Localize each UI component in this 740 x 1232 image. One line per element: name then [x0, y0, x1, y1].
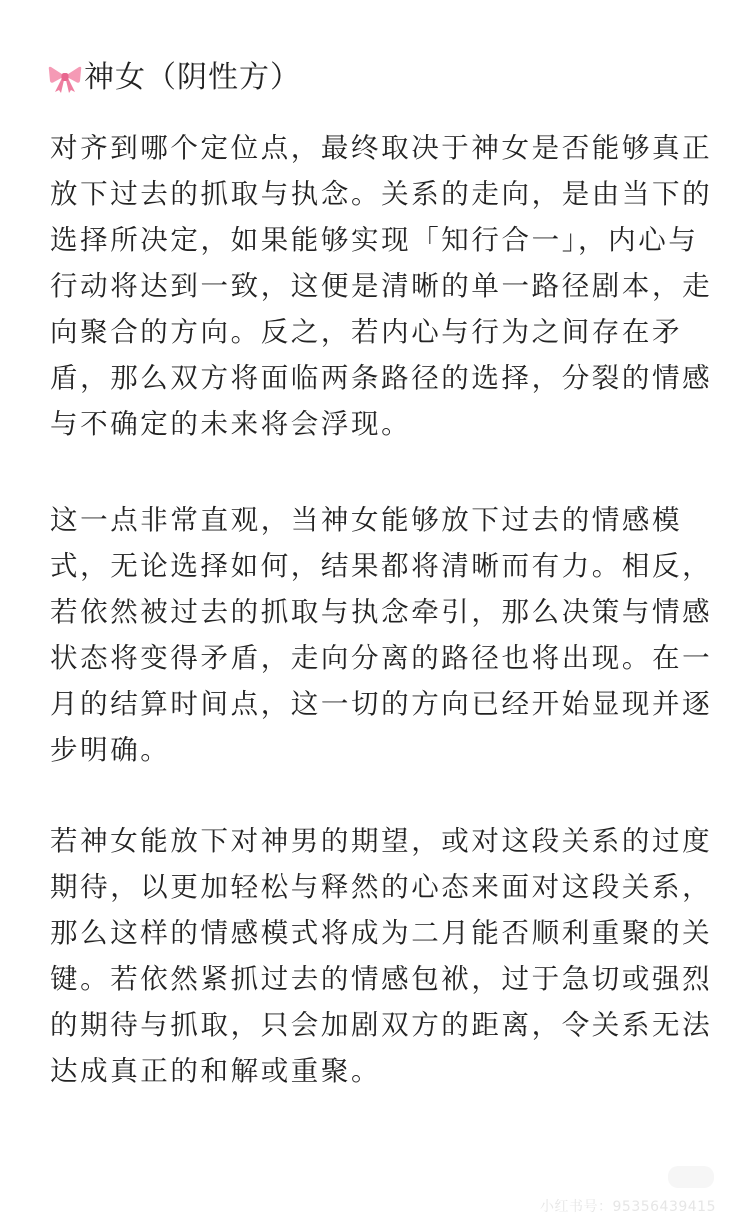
text-line: 盾，那么双方将面临两条路径的选择，分裂的情感: [50, 362, 713, 394]
paragraph-2: [50, 497, 713, 773]
text-line: 月的结算时间点，这一切的方向已经开始显现并逐: [50, 688, 713, 720]
text-line: 状态将变得矛盾，走向分离的路径也将出现。在一: [50, 642, 713, 674]
text-line: 若神女能放下对神男的期望，或对这段关系的过度: [50, 825, 713, 857]
text-line: 与不确定的未来将会浮现。: [50, 408, 412, 440]
text-line: 向聚合的方向。反之，若内心与行为之间存在矛: [50, 316, 683, 348]
text-line: 的期待与抓取，只会加剧双方的距离，令关系无法: [50, 1009, 713, 1041]
text-line: 步明确。: [50, 734, 171, 766]
paragraph-1: [50, 125, 713, 447]
text-line: 式，无论选择如何，结果都将清晰而有力。相反，: [50, 550, 713, 582]
text-line: 选择所决定，如果能够实现「知行合一」，内心与: [50, 224, 699, 256]
watermark-logo: [668, 1166, 714, 1188]
ribbon-bow-icon: [48, 63, 82, 93]
text-line: 期待，以更加轻松与释然的心态来面对这段关系，: [50, 871, 713, 903]
text-line: 对齐到哪个定位点，最终取决于神女是否能够真正: [50, 132, 713, 164]
text-line: 那么这样的情感模式将成为二月能否顺利重聚的关: [50, 917, 713, 949]
section-title: [48, 58, 301, 98]
text-line: 达成真正的和解或重聚。: [50, 1055, 382, 1087]
watermark: 小红书号：95356439415: [540, 1199, 716, 1215]
text-line: 键。若依然紧抓过去的情感包袱，过于急切或强烈: [50, 963, 713, 995]
text-line: 放下过去的抓取与执念。关系的走向，是由当下的: [50, 178, 713, 210]
text-line: 这一点非常直观，当神女能够放下过去的情感模: [50, 504, 683, 536]
text-line: 行动将达到一致，这便是清晰的单一路径剧本，走: [50, 270, 713, 302]
text-line: 若依然被过去的抓取与执念牵引，那么决策与情感: [50, 596, 713, 628]
paragraph-3: [50, 818, 713, 1094]
title-text: 神女（阴性方）: [84, 60, 301, 95]
